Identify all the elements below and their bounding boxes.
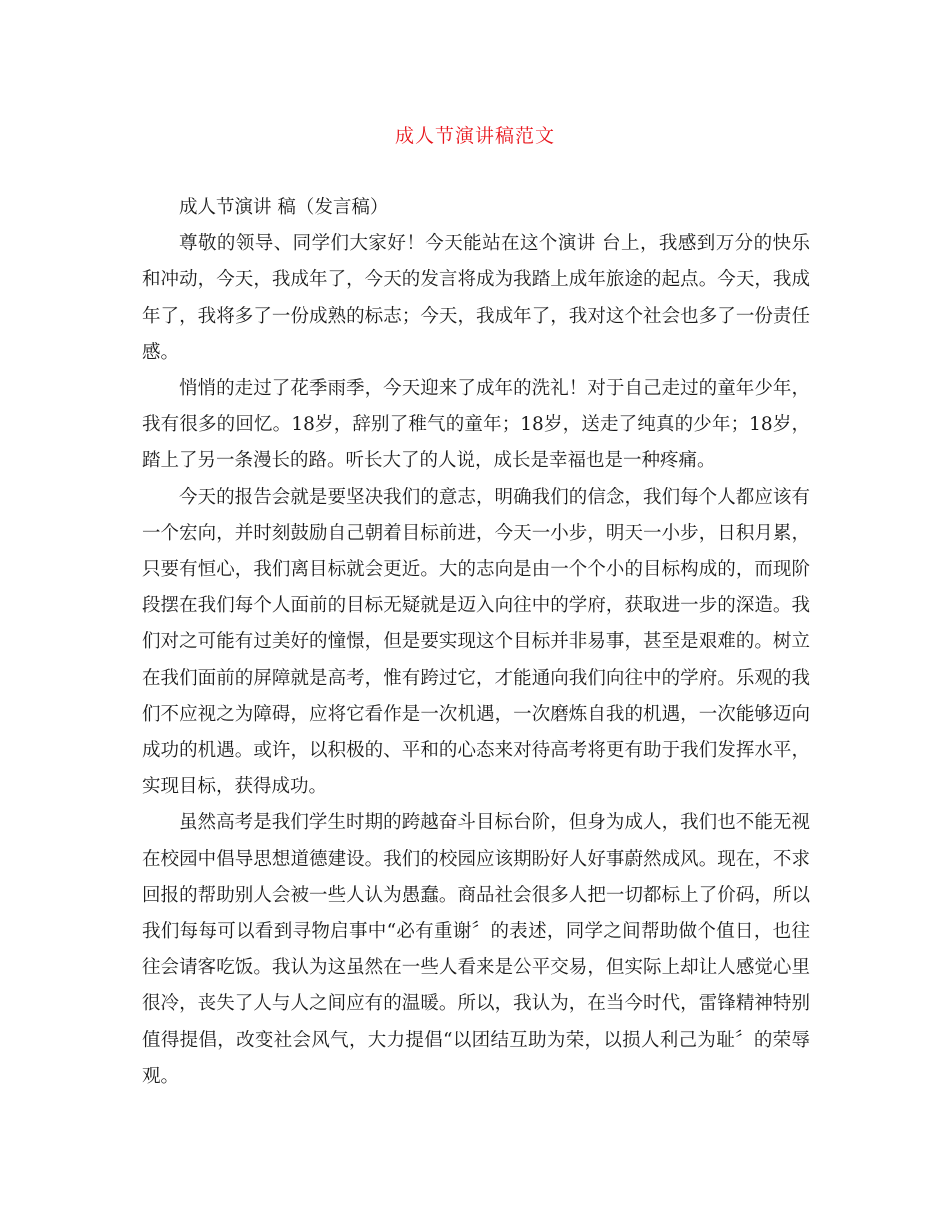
paragraph-morality: 虽然高考是我们学生时期的跨越奋斗目标台阶，但身为成人，我们也不能无视在校园中倡导思想道德建设。我们的校园应该期盼好人好事蔚然成风。现在，不求回报的帮助别人会被一些人认为愚蠢。商品社会很多人把一切都标上了价码，所以我们每每可以看到寻物启事中“必有重谢〞的表述，同学之间帮助做个值日，也往往会请客吃饭。我认为这虽然在一些人看来是公平交易，但实际上却让人感觉心里很冷，丧失了人与人之间应有的温暖。所以，我认为，在当今时代，雷锋精神特别值得提倡，改变社会风气，大力提倡“以团结互助为荣，以损人利己为耻〞的荣辱观。 xyxy=(142,812,810,1087)
paragraph-goals: 今天的报告会就是要坚决我们的意志，明确我们的信念，我们每个人都应该有一个宏向，并时刻鼓励自己朝着目标前进，今天一小步，明天一小步，日积月累，只要有恒心，我们离目标就会更近。大的志向是由一个个小的目标构成的，而现阶段摆在我们每个人面前的目标无疑就是迈入向往中的学府，获取进一步的深造。我们对之可能有过美好的憧憬，但是要实现这个目标并非易事，甚至是艰难的。树立在我们面前的屏障就是高考，惟有跨过它，才能通向我们向往中的学府。乐观的我们不应视之为障碍，应将它看作是一次机遇，一次磨炼自我的机遇，一次能够迈向成功的机遇。或许，以积极的、平和的心态来对待高考将更有助于我们发挥水平，实现目标，获得成功。 xyxy=(142,486,810,798)
paragraph-greeting: 尊敬的领导、同学们大家好！今天能站在这个演讲 台上，我感到万分的快乐和冲动，今天，我成年了，今天的发言将成为我踏上成年旅途的起点。今天，我成年了，我将多了一份成熟的标志；今天，我成年了，我对这个社会也多了一份责任感。 xyxy=(142,233,810,363)
paragraph-subtitle: 成人节演讲 稿（发言稿） xyxy=(179,197,389,218)
document-body xyxy=(142,190,810,1095)
paragraph-memories: 悄悄的走过了花季雨季，今天迎来了成年的洗礼！对于自己走过的童年少年，我有很多的回忆。18岁，辞别了稚气的童年；18岁，送走了纯真的少年；18岁，踏上了另一条漫长的路。听长大了的人说，成长是幸福也是一种疼痛。 xyxy=(142,378,810,472)
document-title: 成人节演讲稿范文 xyxy=(394,125,555,147)
